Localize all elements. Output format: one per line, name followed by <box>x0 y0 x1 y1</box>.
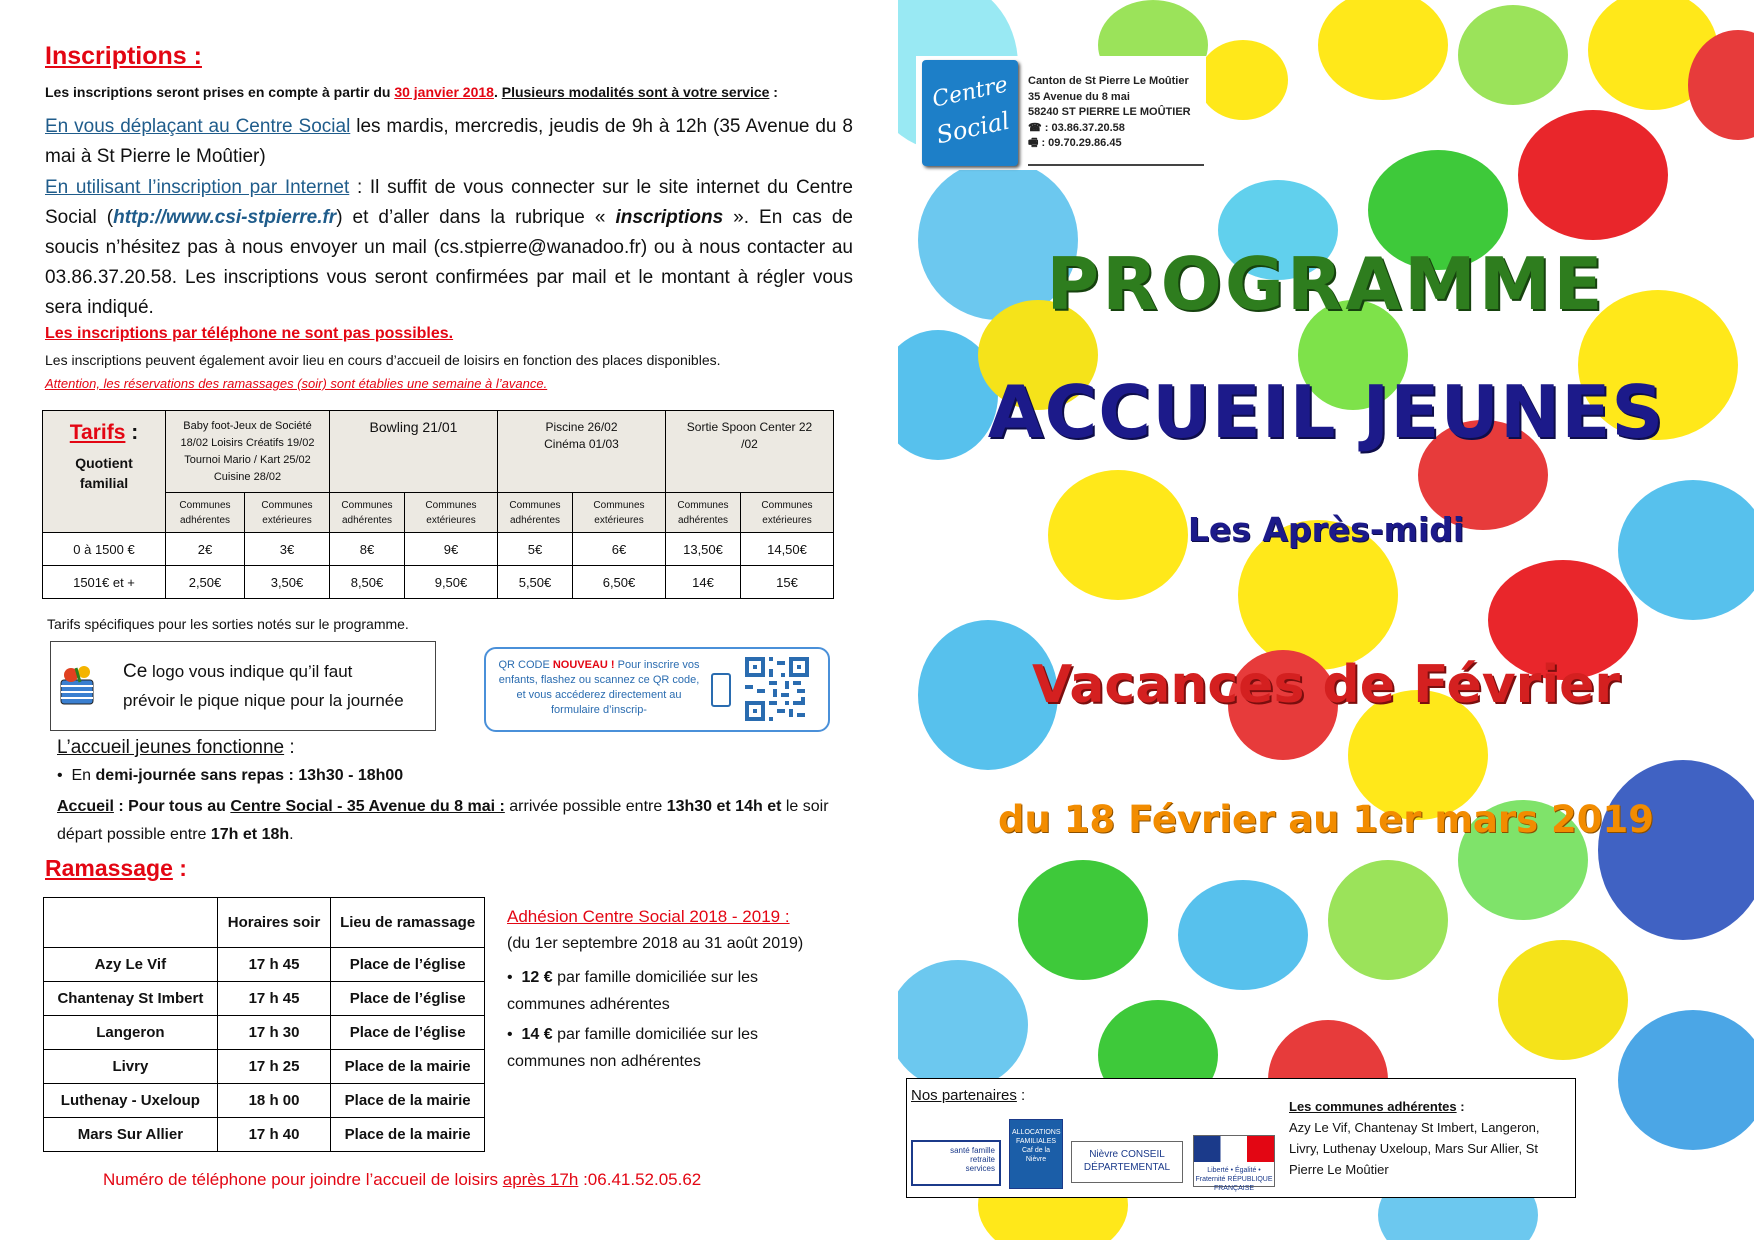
tarif-group-header: Sortie Spoon Center 22 /02 <box>666 411 834 493</box>
tarif-group-header: Baby foot-Jeux de Société 18/02 Loisirs Créatifs 19/02 Tournoi Mario / Kart 25/02 Cuisine 28/02 <box>166 411 330 493</box>
partners-title: Nos partenaires : <box>911 1087 1026 1104</box>
ramassage-title: Ramassage : <box>45 855 187 881</box>
tarif-subheader-row: Communes adhérentes Communes extérieures Communes adhérentes Communes extérieures Communes adhérentes Communes extérieures Communes adhérentes Communes extérieures <box>43 493 834 533</box>
method-visit: En vous déplaçant au Centre Social les mardis, mercredis, jeudis de 9h à 12h (35 Avenue du 8 mai à St Pierre le Moûtier) <box>45 116 853 167</box>
method-internet: En utilisant l’inscription par Internet : Il suffit de vous connecter sur le site internet du Centre Social (http://www.csi-stpierre.fr) et d’aller dans la rubrique « inscriptions ». En cas de soucis n’hésitez pas à nous envoyer un mail (cs.stpierre@wanadoo.fr) ou à nous contacter au 03.86.37.20.58. Les inscriptions vous seront confirmées par mail et le montant à régler vous sera indiqué. <box>45 177 853 318</box>
picnic-icon <box>58 662 98 710</box>
phone-note: Numéro de téléphone pour joindre l’accueil de loisirs après 17h :06.41.52.05.62 <box>103 1170 702 1189</box>
tarifs-header-cell: Tarifs : Quotient familial <box>43 411 166 533</box>
internet-link[interactable]: En utilisant l’inscription par Internet <box>45 177 350 198</box>
qr-code-icon[interactable] <box>745 657 809 721</box>
centre-social-header <box>916 56 1206 170</box>
fonctionne-accueil: Accueil : Pour tous au Centre Social - 35 Avenue du 8 mai : arrivée possible entre 13h30 et 14h et le soir départ possible entre 17h et 18h. <box>57 798 829 843</box>
qr-info-box <box>484 647 830 732</box>
nievre-logo: Nièvre CONSEIL DÉPARTEMENTAL <box>1071 1141 1183 1183</box>
header-divider <box>1028 164 1204 166</box>
fonctionne-bullet: • En demi-journée sans repas : 13h30 - 18h00 <box>57 767 404 784</box>
tarifs-table <box>42 410 834 599</box>
inscriptions-intro: Les inscriptions seront prises en compte à partir du 30 janvier 2018. Plusieurs modalités sont à votre service : <box>45 84 778 100</box>
ramassage-table <box>43 897 485 1152</box>
ramassage-row: Mars Sur Allier 17 h 40 Place de la mairie <box>44 1118 485 1152</box>
cover-dates: du 18 Février au 1er mars 2019 <box>997 798 1655 841</box>
adhesion-bullet: • 12 € par famille domiciliée sur les communes adhérentes <box>507 969 759 1013</box>
inscriptions-title: Inscriptions : <box>45 42 202 70</box>
adhesion-title: Adhésion Centre Social 2018 - 2019 : <box>507 907 790 926</box>
ramassage-row: Langeron 17 h 30 Place de l’église <box>44 1016 485 1050</box>
accueil-note: Les inscriptions peuvent également avoir lieu en cours d’accueil de loisirs en fonction des places disponibles. <box>45 352 721 368</box>
cover-title-programme: PROGRAMME <box>1046 242 1606 326</box>
msa-logo: santé famille retraite services <box>911 1140 1001 1186</box>
adhesion-period: (du 1er septembre 2018 au 31 août 2019) <box>507 935 804 952</box>
picnic-info-box: Ce logo vous indique qu’il faut prévoir le pique nique pour la journée <box>50 641 436 731</box>
republique-logo: Liberté • Égalité • Fraternité RÉPUBLIQUE FRANÇAISE <box>1193 1135 1275 1187</box>
tarifs-note: Tarifs spécifiques pour les sorties notés sur le programme. <box>47 616 409 632</box>
phone-icon <box>711 673 731 707</box>
attention-note: Attention, les réservations des ramassages (soir) sont établies une semaine à l’avance. <box>45 376 548 391</box>
caf-logo: ALLOCATIONS FAMILIALES Caf de la Nièvre <box>1009 1119 1063 1189</box>
tarif-row: 0 à 1500 € 2€ 3€ 8€ 9€ 5€ 6€ 13,50€ 14,50€ <box>43 533 834 566</box>
fonctionne-title: L’accueil jeunes fonctionne : <box>57 737 295 758</box>
visit-link[interactable]: En vous déplaçant au Centre Social <box>45 116 351 137</box>
tarif-group-header: Piscine 26/02 Cinéma 01/03 <box>498 411 666 493</box>
cover-title-accueil: ACCUEIL JEUNES <box>987 370 1665 454</box>
tarif-group-header: Bowling 21/01 <box>330 411 498 493</box>
header-address: Canton de St Pierre Le Moûtier 35 Avenue du 8 mai 58240 ST PIERRE LE MOÛTIER ☎ : 03.86.37.20.58 🖷 : 09.70.29.86.45 <box>1028 75 1191 149</box>
qr-text: QR CODE NOUVEAU ! Pour inscrire vos enfants, flashez ou scannez ce QR code, et vous accéderez directement au formulaire d’inscrip- <box>498 659 700 716</box>
ramassage-row: Chantenay St Imbert 17 h 45 Place de l’église <box>44 982 485 1016</box>
communes-adherentes: Les communes adhérentes : Azy Le Vif, Chantenay St Imbert, Langeron, Livry, Luthenay Uxeloup, Mars Sur Allier, St Pierre Le Moûtier <box>1289 1099 1540 1177</box>
partners-box <box>906 1078 1576 1198</box>
ramassage-header-row: Horaires soir Lieu de ramassage <box>44 898 485 948</box>
centre-social-logo: Centre Social <box>922 60 1018 166</box>
adhesion-bullet: • 14 € par famille domiciliée sur les communes non adhérentes <box>507 1026 759 1070</box>
cover-vacances: Vacances de Février <box>1031 655 1621 715</box>
website-link[interactable]: http://www.csi-stpierre.fr <box>113 207 337 228</box>
ramassage-row: Azy Le Vif 17 h 45 Place de l’église <box>44 948 485 982</box>
cover-page <box>898 0 1754 1240</box>
cover-subtitle: Les Après-midi <box>1187 510 1465 549</box>
ramassage-row: Livry 17 h 25 Place de la mairie <box>44 1050 485 1084</box>
tarif-row: 1501€ et + 2,50€ 3,50€ 8,50€ 9,50€ 5,50€ 6,50€ 14€ 15€ <box>43 566 834 599</box>
ramassage-row: Luthenay - Uxeloup 18 h 00 Place de la mairie <box>44 1084 485 1118</box>
no-phone-note: Les inscriptions par téléphone ne sont pas possibles. <box>45 325 454 342</box>
